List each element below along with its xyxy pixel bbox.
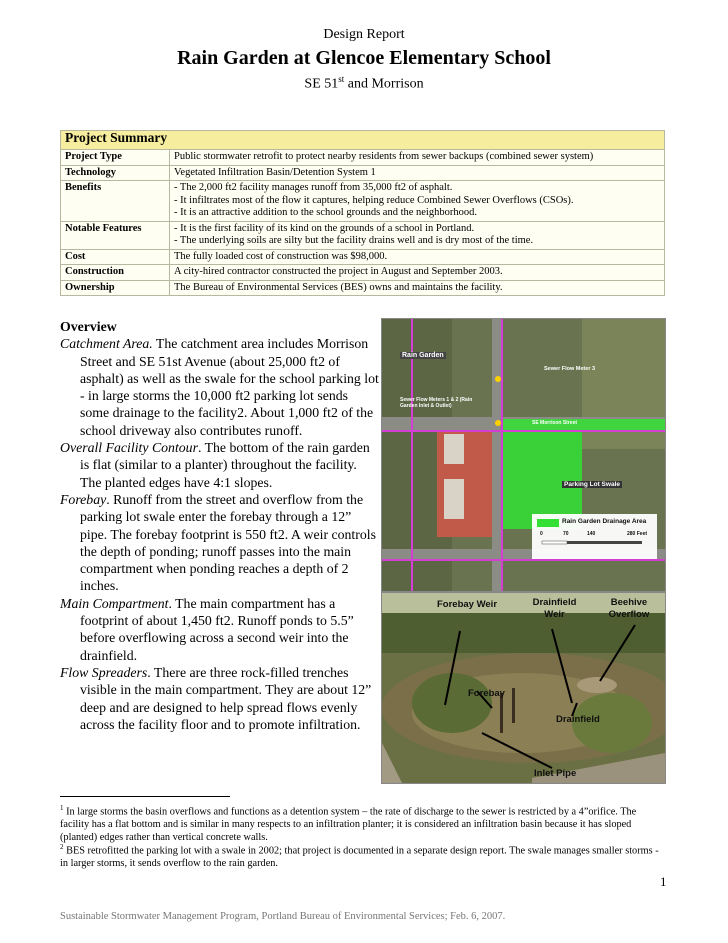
summary-heading: Project Summary: [61, 131, 665, 150]
summary-value: Public stormwater retrofit to protect nearby residents from sewer backups (combined sewer system): [170, 150, 665, 166]
summary-row-construction: [61, 265, 665, 281]
photo-label-forebay-weir: Forebay Weir: [437, 599, 498, 610]
summary-value: - It is the first facility of its kind on the grounds of a school in Portland. - The underlying soils are silty but the facility drains well and is dry most of the time.: [170, 221, 665, 249]
summary-value: A city-hired contractor constructed the project in August and September 2003.: [170, 265, 665, 281]
rain-garden-photo-figure: [381, 592, 666, 784]
map-legend-label: Rain Garden Drainage Area: [562, 518, 647, 525]
paragraph-catchment-area: Catchment Area. The catchment area includes Morrison Street and SE 51st Avenue (about 25,000 ft2 of asphalt) as well as the swale for the school parking lot - in large storms the 10,000 ft2 parking lot sends some drainage to the facility2. About 1,000 ft2 of the school driveway also contributes runoff.: [60, 336, 379, 438]
map-label-parking-lot-swale: Parking Lot Swale: [564, 481, 620, 488]
summary-key: Ownership: [61, 280, 170, 296]
footnote-2: $^2$ BES retrofitted the parking lot with a swale in 2002; that project is documented in a separate design report. The swale manages smaller storms - in larger storms, it sends overflow to the rain garden.: [60, 843, 659, 870]
aerial-map-figure: [381, 318, 666, 592]
map-label-rain-garden: Rain Garden: [402, 352, 444, 359]
rain-garden-photo: [382, 593, 665, 783]
map-scale-140: 140: [587, 531, 596, 537]
report-location: SE 51st and Morrison: [304, 74, 424, 92]
photo-label-inlet-pipe: Inlet Pipe: [534, 768, 577, 779]
photo-label-forebay: Forebay: [468, 688, 505, 699]
report-title: Rain Garden at Glencoe Elementary School: [177, 47, 551, 69]
summary-value: Vegetated Infiltration Basin/Detention System 1: [170, 165, 665, 181]
summary-key: Benefits: [61, 181, 170, 222]
photo-label-beehive-overflow: Beehive Overflow: [608, 597, 650, 620]
report-type: Design Report: [323, 27, 405, 42]
photo-label-drainfield: Drainfield: [556, 714, 600, 725]
summary-row-project-type: [61, 150, 665, 166]
map-label-meter3: Sewer Flow Meter 3: [544, 366, 596, 372]
summary-key: Technology: [61, 165, 170, 181]
summary-key: Construction: [61, 265, 170, 281]
summary-key: Cost: [61, 249, 170, 265]
paragraph-main-compartment: Main Compartment. The main compartment has a footprint of about 1,450 ft2. Runoff ponds to 5.5” before overflowing across a second weir into the drainfield.: [60, 595, 354, 663]
summary-key: Notable Features: [61, 221, 170, 249]
paragraph-facility-contour: Overall Facility Contour. The bottom of the rain garden is flat (similar to a planter) throughout the facility. The planted edges have 4:1 slopes.: [60, 440, 370, 490]
map-scale-0: 0: [540, 531, 543, 537]
map-scale-70: 70: [563, 531, 569, 537]
overview-heading: Overview: [60, 319, 117, 334]
photo-label-drainfield-weir: Drainfield Weir: [532, 597, 577, 620]
map-scale-280: 280 Feet: [627, 531, 648, 537]
map-label-street: SE Morrison Street: [532, 420, 578, 426]
summary-row-benefits: [61, 181, 665, 222]
footnote-1: $^1$ In large storms the basin overflows and functions as a detention system – the rate of discharge to the sewer is restricted by a 4”orifice. The facility has a flat bottom and is similar in many respects to an infiltration planter; it is considered an infiltration basin because it has sloped (planted) edges rather than vertical concrete walls.: [60, 804, 637, 844]
page-footer: Sustainable Stormwater Management Program, Portland Bureau of Environmental Services; Feb. 6, 2007.: [60, 911, 506, 922]
footnote-divider: [60, 796, 230, 797]
paragraph-flow-spreaders: Flow Spreaders. There are three rock-filled trenches visible in the main compartment. They are about 12” deep and are designed to help spread flows evenly across the facility floor and to promote infiltration.: [60, 664, 372, 732]
summary-value: - The 2,000 ft2 facility manages runoff from 35,000 ft2 of asphalt. - It infiltrates most of the flow it captures, helping reduce Combined Sewer Overflows (CSOs). - It is an attractive addition to the school grounds and the neighborhood.: [170, 181, 665, 222]
summary-row-notable-features: [61, 221, 665, 249]
summary-key: Project Type: [61, 150, 170, 166]
summary-row-cost: [61, 249, 665, 265]
overview-section: [60, 318, 380, 733]
summary-row-technology: [61, 165, 665, 181]
summary-row-ownership: [61, 280, 665, 296]
aerial-map-image: [382, 319, 665, 591]
page-number: 1: [660, 874, 667, 889]
map-label-meters12: Sewer Flow Meters 1 & 2 (Rain Garden Inlet & Outlet): [400, 397, 473, 409]
summary-value: The Bureau of Environmental Services (BES) owns and maintains the facility.: [170, 280, 665, 296]
paragraph-forebay: Forebay. Runoff from the street and overflow from the parking lot swale enter the forebay through a 12” pipe. The forebay footprint is 550 ft2. A weir controls the depth of ponding; runoff passes into the main compartment when ponding reaches a depth of 2 inches.: [60, 491, 376, 594]
project-summary-table: [60, 130, 665, 296]
summary-value: The fully loaded cost of construction was $98,000.: [170, 249, 665, 265]
